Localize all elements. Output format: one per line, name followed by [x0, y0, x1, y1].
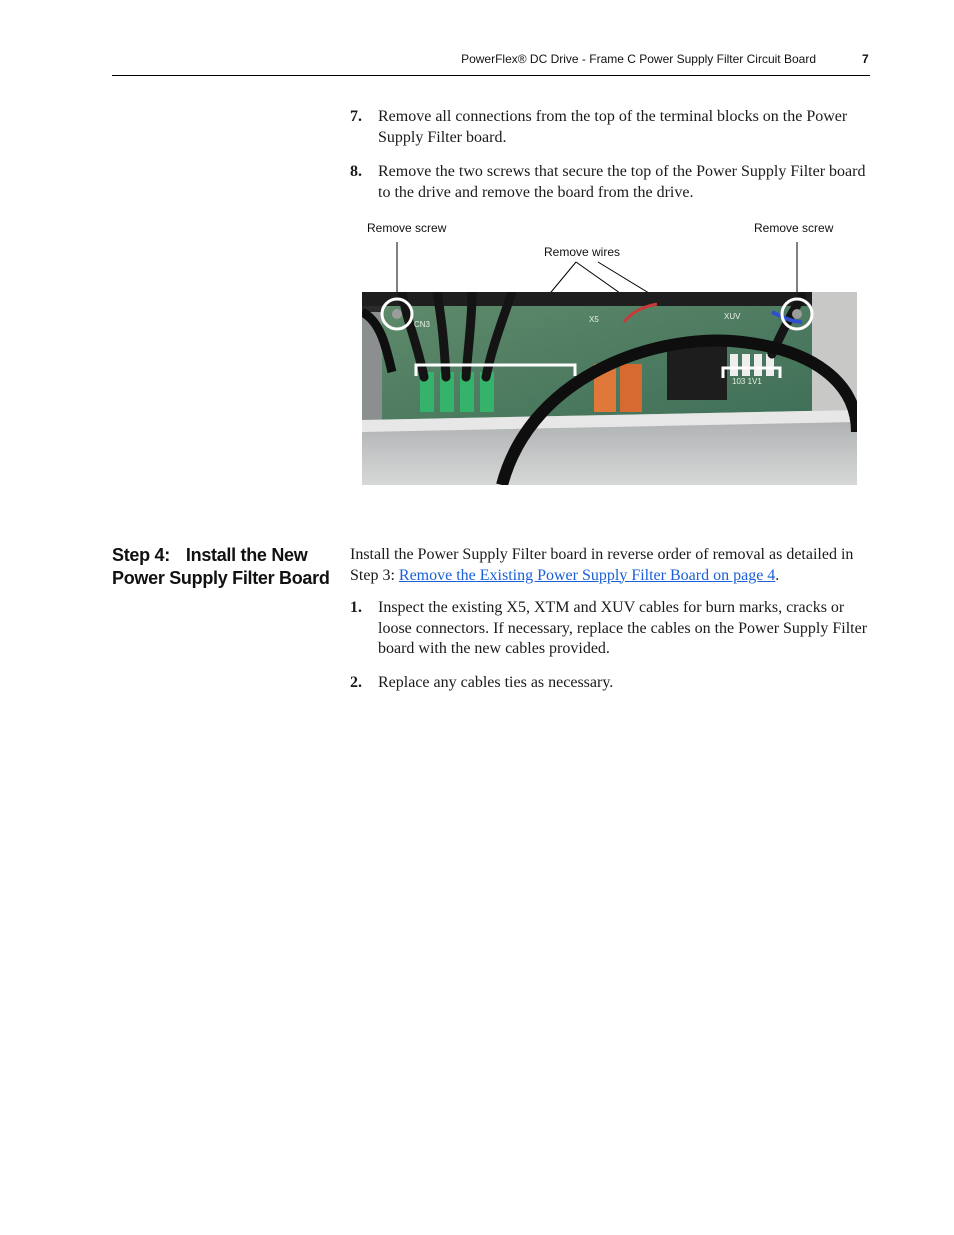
label-remove-screw-left: Remove screw [367, 221, 447, 235]
step-text: Remove all connections from the top of the terminal blocks on the Power Supply Filter board. [378, 108, 848, 146]
section-step-label: Step 4: [112, 545, 170, 565]
step-7 [350, 107, 870, 148]
header-rule [112, 75, 870, 76]
step-text: Inspect the existing X5, XTM and XUV cables for burn marks, cracks or loose connectors. If necessary, replace the cables on the Power Supply Filter board with the new cables provided. [378, 599, 868, 657]
cross-reference-link[interactable]: Remove the Existing Power Supply Filter Board on page 4 [398, 566, 776, 584]
page-number: 7 [862, 52, 869, 66]
board-mark-tb: 103 1V1 [732, 377, 762, 386]
section-title: Install the New Power Supply Filter Board [112, 545, 330, 588]
install-step-1 [350, 598, 870, 660]
board-figure [362, 218, 858, 486]
install-step-2 [350, 673, 870, 694]
circuit-board-illustration [362, 292, 857, 485]
intro-text: Install the Power Supply Filter board in reverse order of removal as detailed in Step 3: [350, 546, 854, 584]
step-text: Replace any cables ties as necessary. [378, 674, 614, 691]
board-mark-cn3: CN3 [414, 320, 431, 329]
board-mark-xuv: XUV [724, 312, 741, 321]
circuit-board-photo [362, 292, 857, 485]
intro-period: . [775, 566, 780, 584]
step-number: 1. [350, 599, 362, 616]
running-header-title: PowerFlex® DC Drive - Frame C Power Supply Filter Circuit Board [461, 52, 816, 66]
label-remove-wires: Remove wires [544, 245, 621, 259]
step-number: 7. [350, 108, 362, 125]
board-mark-x5: X5 [589, 315, 599, 324]
step-8 [350, 162, 870, 203]
step-text: Remove the two screws that secure the top of the Power Supply Filter board to the drive and remove the board from the drive. [378, 163, 866, 201]
step-number: 2. [350, 674, 362, 691]
label-remove-screw-right: Remove screw [754, 221, 834, 235]
step-number: 8. [350, 163, 362, 180]
section-heading [112, 544, 334, 590]
section-intro [350, 545, 870, 586]
